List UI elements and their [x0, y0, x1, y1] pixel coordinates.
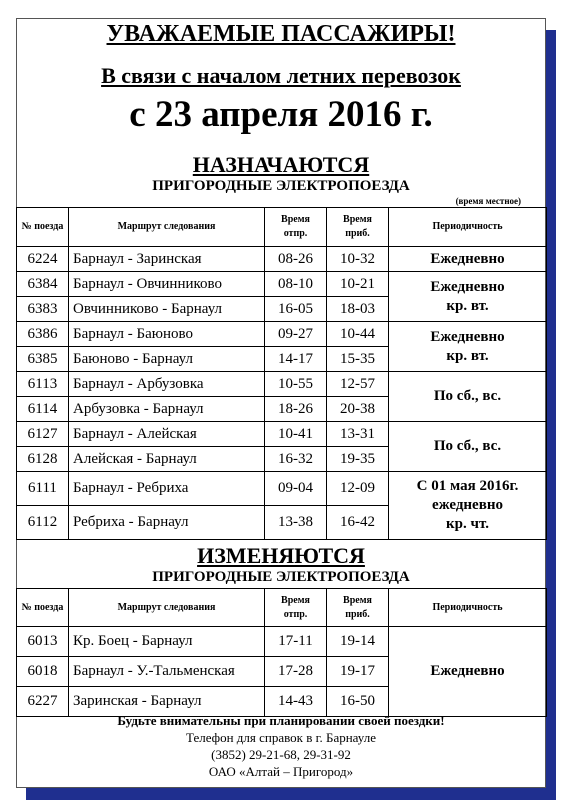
- train-route: Заринская - Барнаул: [69, 687, 265, 717]
- local-time-note: (время местное): [455, 196, 521, 206]
- train-route: Арбузовка - Барнаул: [69, 397, 265, 422]
- notice-date: с 23 апреля 2016 г.: [129, 94, 433, 135]
- train-number: 6128: [17, 447, 69, 472]
- section-assigned-subheading: ПРИГОРОДНЫЕ ЭЛЕКТРОПОЕЗДА: [152, 178, 410, 194]
- periodicity: По сб., вс.: [389, 422, 547, 472]
- periodicity: Ежедневно: [389, 627, 547, 717]
- departure-time: 16-05: [265, 297, 327, 322]
- train-route: Барнаул - У.-Тальменская: [69, 657, 265, 687]
- table-row: [17, 422, 547, 447]
- periodicity: Ежедневно кр. вт.: [389, 322, 547, 372]
- train-route: Барнаул - Арбузовка: [69, 372, 265, 397]
- train-number: 6111: [17, 472, 69, 506]
- footer-phones: (3852) 29-21-68, 29-31-92: [211, 747, 351, 762]
- train-number: 6385: [17, 347, 69, 372]
- train-number: 6114: [17, 397, 69, 422]
- arrival-time: 19-35: [327, 447, 389, 472]
- departure-time: 13-38: [265, 506, 327, 540]
- footer-info: Телефон для справок в г. Барнауле: [186, 730, 376, 745]
- table-row: [17, 247, 547, 272]
- table-row: [17, 372, 547, 397]
- notice-sheet: [16, 18, 546, 788]
- train-number: 6227: [17, 687, 69, 717]
- departure-time: 10-55: [265, 372, 327, 397]
- train-number: 6112: [17, 506, 69, 540]
- train-number: 6127: [17, 422, 69, 447]
- table-row: [17, 472, 547, 506]
- arrival-time: 13-31: [327, 422, 389, 447]
- train-number: 6018: [17, 657, 69, 687]
- departure-time: 17-11: [265, 627, 327, 657]
- footer-warning: Будьте внимательны при планировании своей поездки!: [117, 713, 445, 728]
- departure-time: 09-04: [265, 472, 327, 506]
- departure-time: 14-43: [265, 687, 327, 717]
- train-route: Овчинниково - Барнаул: [69, 297, 265, 322]
- departure-time: 16-32: [265, 447, 327, 472]
- train-route: Барнаул - Баюново: [69, 322, 265, 347]
- arrival-time: 19-17: [327, 657, 389, 687]
- train-number: 6383: [17, 297, 69, 322]
- arrival-time: 10-32: [327, 247, 389, 272]
- periodicity: С 01 мая 2016г. ежедневно кр. чт.: [389, 472, 547, 540]
- departure-time: 09-27: [265, 322, 327, 347]
- train-route: Баюново - Барнаул: [69, 347, 265, 372]
- col-header-route: Маршрут следования: [69, 589, 265, 627]
- periodicity: Ежедневно: [389, 247, 547, 272]
- table-row: [17, 627, 547, 657]
- col-header-num: № поезда: [17, 208, 69, 247]
- col-header-period: Периодичность: [389, 208, 547, 247]
- section-assigned-heading: НАЗНАЧАЮТСЯ: [192, 152, 370, 177]
- col-header-dep: Время отпр.: [265, 589, 327, 627]
- arrival-time: 16-42: [327, 506, 389, 540]
- train-route: Кр. Боец - Барнаул: [69, 627, 265, 657]
- departure-time: 08-26: [265, 247, 327, 272]
- col-header-dep: Время отпр.: [265, 208, 327, 247]
- assigned-trains-table: [16, 207, 547, 540]
- table-row: [17, 322, 547, 347]
- departure-time: 10-41: [265, 422, 327, 447]
- arrival-time: 20-38: [327, 397, 389, 422]
- departure-time: 18-26: [265, 397, 327, 422]
- train-route: Барнаул - Овчинниково: [69, 272, 265, 297]
- train-number: 6013: [17, 627, 69, 657]
- train-number: 6384: [17, 272, 69, 297]
- train-route: Барнаул - Заринская: [69, 247, 265, 272]
- departure-time: 14-17: [265, 347, 327, 372]
- departure-time: 08-10: [265, 272, 327, 297]
- arrival-time: 10-21: [327, 272, 389, 297]
- col-header-arr: Время приб.: [327, 208, 389, 247]
- notice-subtitle: В связи с началом летних перевозок: [101, 63, 461, 88]
- train-number: 6224: [17, 247, 69, 272]
- col-header-period: Периодичность: [389, 589, 547, 627]
- footer-org: ОАО «Алтай – Пригород»: [208, 764, 354, 779]
- table-row: [17, 272, 547, 297]
- col-header-arr: Время приб.: [327, 589, 389, 627]
- arrival-time: 16-50: [327, 687, 389, 717]
- train-route: Барнаул - Ребриха: [69, 472, 265, 506]
- train-route: Алейская - Барнаул: [69, 447, 265, 472]
- arrival-time: 12-09: [327, 472, 389, 506]
- col-header-num: № поезда: [17, 589, 69, 627]
- train-route: Барнаул - Алейская: [69, 422, 265, 447]
- arrival-time: 15-35: [327, 347, 389, 372]
- section-changed-subheading: ПРИГОРОДНЫЕ ЭЛЕКТРОПОЕЗДА: [152, 569, 410, 585]
- train-number: 6386: [17, 322, 69, 347]
- section-changed-heading: ИЗМЕНЯЮТСЯ: [197, 543, 365, 568]
- arrival-time: 18-03: [327, 297, 389, 322]
- periodicity: Ежедневно кр. вт.: [389, 272, 547, 322]
- train-route: Ребриха - Барнаул: [69, 506, 265, 540]
- train-number: 6113: [17, 372, 69, 397]
- arrival-time: 10-44: [327, 322, 389, 347]
- departure-time: 17-28: [265, 657, 327, 687]
- arrival-time: 12-57: [327, 372, 389, 397]
- changed-trains-table: [16, 588, 547, 717]
- col-header-route: Маршрут следования: [69, 208, 265, 247]
- periodicity: По сб., вс.: [389, 372, 547, 422]
- arrival-time: 19-14: [327, 627, 389, 657]
- notice-title: УВАЖАЕМЫЕ ПАССАЖИРЫ!: [106, 21, 456, 47]
